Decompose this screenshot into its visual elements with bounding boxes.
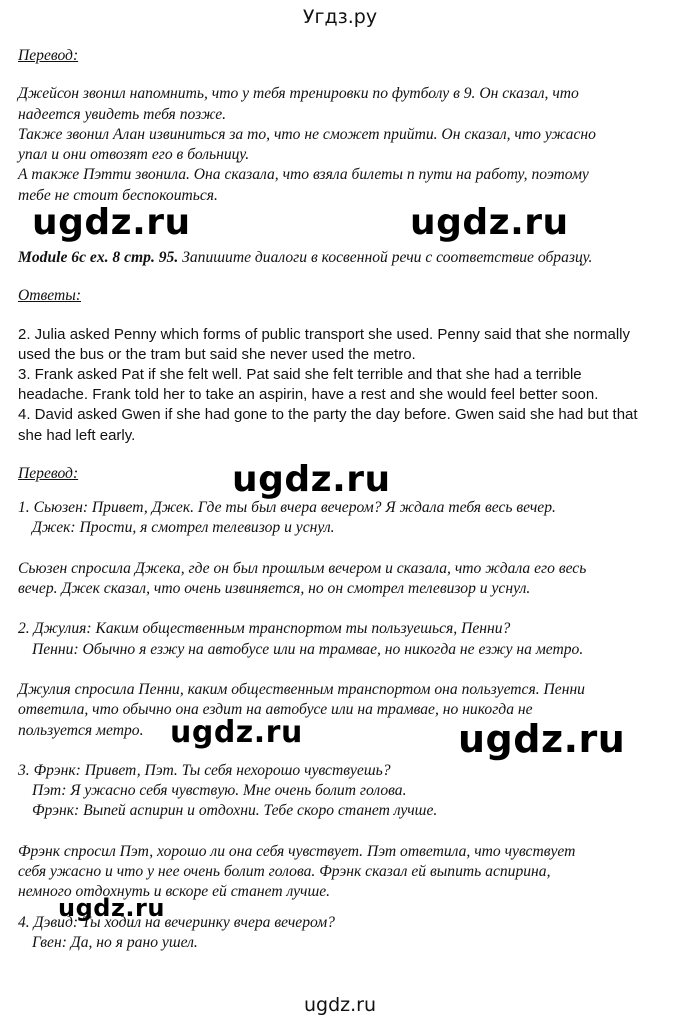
reported-line: Сьюзен спросила Джека, где он был прошлым вечером и сказала, что ждала его весь [18,559,587,577]
spacer [18,822,666,842]
dialogue-line: Пенни: Обычно я езжу на автобусе или на трамвае, но никогда не езжу на метро. [32,640,584,658]
answers-text [18,325,666,446]
module-task-line [18,248,666,268]
answer-line: 4. David asked Gwen if she had gone to the party the day before. Gwen said she had but that [18,406,638,424]
spacer [18,66,666,84]
watermark: ugdz.ru [32,202,191,243]
reported-line: Фрэнк спросил Пэт, хорошо ли она себя чувствует. Пэт ответила, что чувствует [18,842,576,860]
module-reference: Module 6c ex. 8 стр. 95. [18,249,179,267]
text-line: Также звонил Алан извиниться за то, что не сможет прийти. Он сказал, что ужасно [18,125,596,143]
dialogue-line: Гвен: Да, но я рано ушел. [32,933,198,951]
translation-section-1 [18,46,666,206]
text-line: Джейсон звонил напомнить, что у тебя тренировки по футболу в 9. Он сказал, что [18,85,579,103]
footer-watermark: ugdz.ru [303,994,377,1016]
watermark: ugdz.ru [232,459,391,500]
spacer [18,599,666,619]
text-line: А также Пэтти звонила. Она сказала, что взяла билеты п пути на работу, поэтому [18,166,589,184]
dialogue-line: Пэт: Я ужасно себя чувствую. Мне очень болит голова. [32,782,407,800]
answer-line: used the bus or the tram but said she never used the metro. [18,345,416,363]
watermark: ugdz.ru [410,202,569,243]
answers-section [18,286,666,446]
spacer [18,307,666,325]
section-heading: Ответы: [18,287,82,305]
section-heading: Перевод: [18,47,79,64]
answer-line: 2. Julia asked Penny which forms of public transport she used. Penny said that she normally [18,325,630,343]
reported-line: Джулия спросила Пенни, каким общественным транспортом она пользуется. Пенни [18,680,585,698]
dialogue-line: Фрэнк: Выпей аспирин и отдохни. Тебе скоро станет лучше. [32,802,438,820]
watermark: ugdz.ru [458,717,626,761]
reported-line: себя ужасно и что у нее очень болит голова. Фрэнк сказал ей выпить аспирина, [18,863,551,881]
site-title: Угдз.ру [302,6,378,28]
watermark: ugdz.ru [170,715,303,750]
spacer [18,268,666,286]
spacer [18,539,666,559]
dialogue-line: 2. Джулия: Каким общественным транспортом ты пользуешься, Пенни? [18,620,511,638]
dialogue-line: Джек: Прости, я смотрел телевизор и уснул. [32,519,335,537]
text-line: тебе не стоит беспокоиться. [18,186,218,204]
answer-line: headache. Frank told her to take an aspirin, have a rest and she would feel better soon. [18,386,599,404]
reported-line: вечер. Джек сказал, что очень извиняется, но он смотрел телевизор и уснул. [18,580,531,598]
reported-line: пользуется метро. [18,721,144,739]
answer-line: she had left early. [18,426,136,444]
reported-line: ответила, что обычно она ездит на автобусе или на трамвае, но никогда не [18,701,533,719]
section-heading: Перевод: [18,464,79,482]
dialogue-line: 3. Фрэнк: Привет, Пэт. Ты себя нехорошо чувствуешь? [18,761,391,779]
translation-section-2 [18,459,666,953]
dialogue-line: 4. Дэвид: Ты ходил на вечеринку вчера вечером? [18,913,335,931]
text-line: надеется увидеть тебя позже. [18,105,227,123]
module-task: Запишите диалоги в косвенной речи с соответствие образцу. [178,249,593,267]
spacer [18,660,666,680]
watermark: ugdz.ru [58,894,165,922]
text-line: упал и они отвозят его в больницу. [18,146,250,164]
reported-line: немного отдохнуть и вскоре ей станет лучше. [18,883,331,901]
answer-line: 3. Frank asked Pat if she felt well. Pat said she felt terrible and that she had a terrible [18,366,582,384]
dialogue-line: 1. Сьюзен: Привет, Джек. Где ты был вчера вечером? Я ждала тебя весь вечер. [18,499,556,517]
